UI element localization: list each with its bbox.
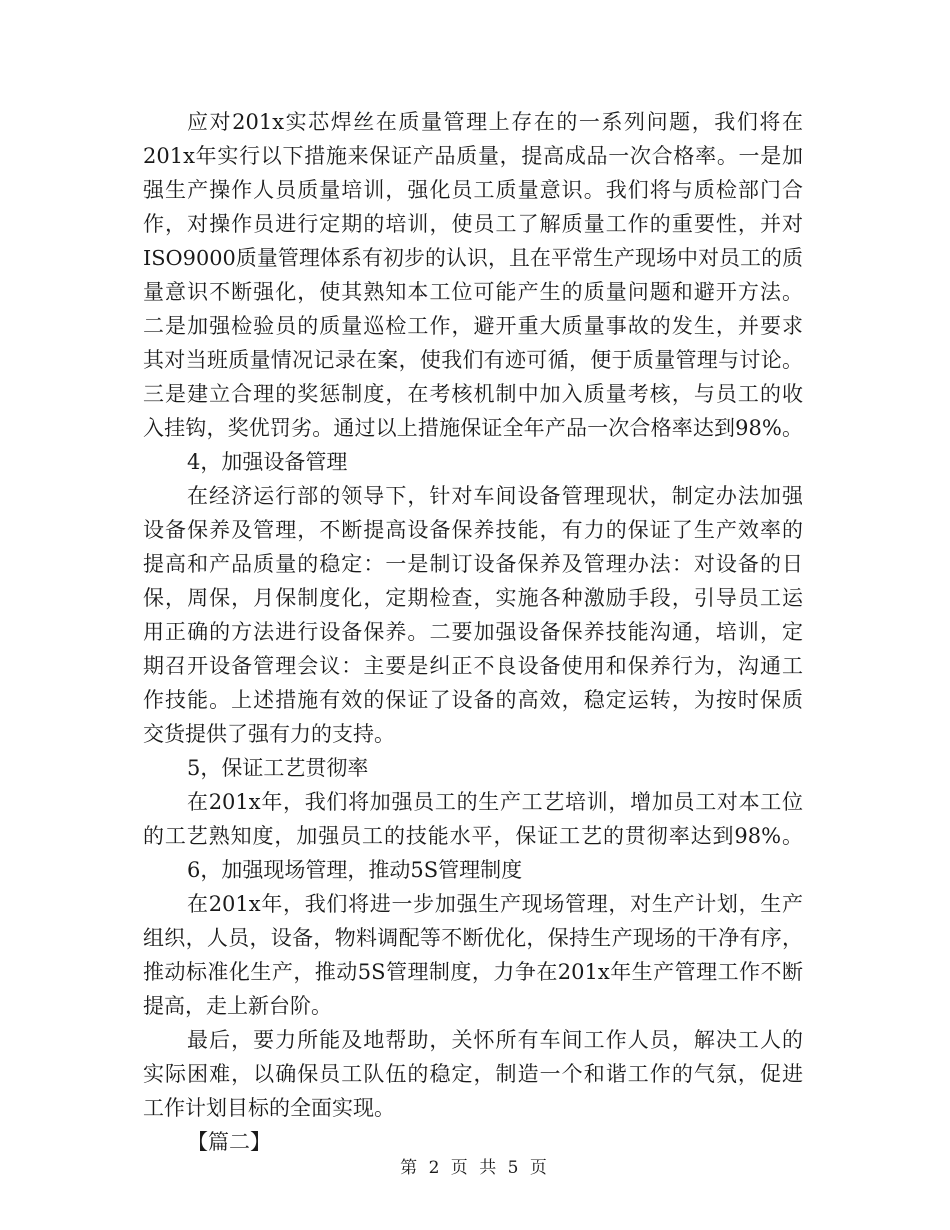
text-line: 201x年实行以下措施来保证产品质量，提高成品一次合格率。一是加 bbox=[143, 144, 803, 168]
text-line: 三是建立合理的奖惩制度，在考核机制中加入质量考核，与员工的收 bbox=[143, 382, 803, 406]
text-line: 期召开设备管理会议：主要是纠正不良设备使用和保养行为，沟通工 bbox=[143, 654, 803, 678]
text-line: 应对201x实芯焊丝在质量管理上存在的一系列问题，我们将在 bbox=[187, 110, 803, 134]
text-line: 交货提供了强有力的支持。 bbox=[143, 722, 395, 746]
text-line: 在201x年，我们将加强员工的生产工艺培训，增加员工对本工位 bbox=[187, 790, 803, 814]
text-line: 设备保养及管理，不断提高设备保养技能，有力的保证了生产效率的 bbox=[143, 518, 803, 542]
text-line: 入挂钩，奖优罚劣。通过以上措施保证全年产品一次合格率达到98%。 bbox=[143, 416, 803, 440]
text-line: 提高，走上新台阶。 bbox=[143, 994, 332, 1018]
text-line: 量意识不断强化，使其熟知本工位可能产生的质量问题和避开方法。 bbox=[143, 280, 803, 304]
text-line: 作技能。上述措施有效的保证了设备的高效，稳定运转，为按时保质 bbox=[143, 688, 803, 712]
text-line: 二是加强检验员的质量巡检工作，避开重大质量事故的发生，并要求 bbox=[143, 314, 803, 338]
text-line: 推动标准化生产，推动5S管理制度，力争在201x年生产管理工作不断 bbox=[143, 960, 803, 984]
part-heading: 【篇二】 bbox=[187, 1130, 271, 1154]
text-line: 工作计划目标的全面实现。 bbox=[143, 1096, 395, 1120]
text-line: 作，对操作员进行定期的培训，使员工了解质量工作的重要性，并对 bbox=[143, 212, 803, 236]
text-line: ISO9000质量管理体系有初步的认识，且在平常生产现场中对员工的质 bbox=[143, 246, 803, 270]
page-number-footer: 第 2 页 共 5 页 bbox=[400, 1158, 550, 1178]
text-line: 在201x年，我们将进一步加强生产现场管理，对生产计划，生产 bbox=[187, 892, 803, 916]
text-line: 的工艺熟知度，加强员工的技能水平，保证工艺的贯彻率达到98%。 bbox=[143, 824, 803, 848]
text-line: 保，周保，月保制度化，定期检查，实施各种激励手段，引导员工运 bbox=[143, 586, 803, 610]
text-line: 用正确的方法进行设备保养。二要加强设备保养技能沟通，培训，定 bbox=[143, 620, 803, 644]
text-line: 实际困难，以确保员工队伍的稳定，制造一个和谐工作的气氛，促进 bbox=[143, 1062, 803, 1086]
text-line: 提高和产品质量的稳定：一是制订设备保养及管理办法：对设备的日 bbox=[143, 552, 803, 576]
section-heading: 5，保证工艺贯彻率 bbox=[187, 756, 369, 780]
text-line: 最后，要力所能及地帮助，关怀所有车间工作人员，解决工人的 bbox=[187, 1028, 803, 1052]
text-line: 组织，人员，设备，物料调配等不断优化，保持生产现场的干净有序， bbox=[143, 926, 803, 950]
text-line: 强生产操作人员质量培训，强化员工质量意识。我们将与质检部门合 bbox=[143, 178, 803, 202]
document-body bbox=[143, 105, 803, 1159]
section-heading: 4，加强设备管理 bbox=[187, 450, 348, 474]
text-line: 在经济运行部的领导下，针对车间设备管理现状，制定办法加强 bbox=[187, 484, 803, 508]
text-line: 其对当班质量情况记录在案，使我们有迹可循，便于质量管理与讨论。 bbox=[143, 348, 803, 372]
section-heading: 6，加强现场管理，推动5S管理制度 bbox=[187, 858, 523, 882]
